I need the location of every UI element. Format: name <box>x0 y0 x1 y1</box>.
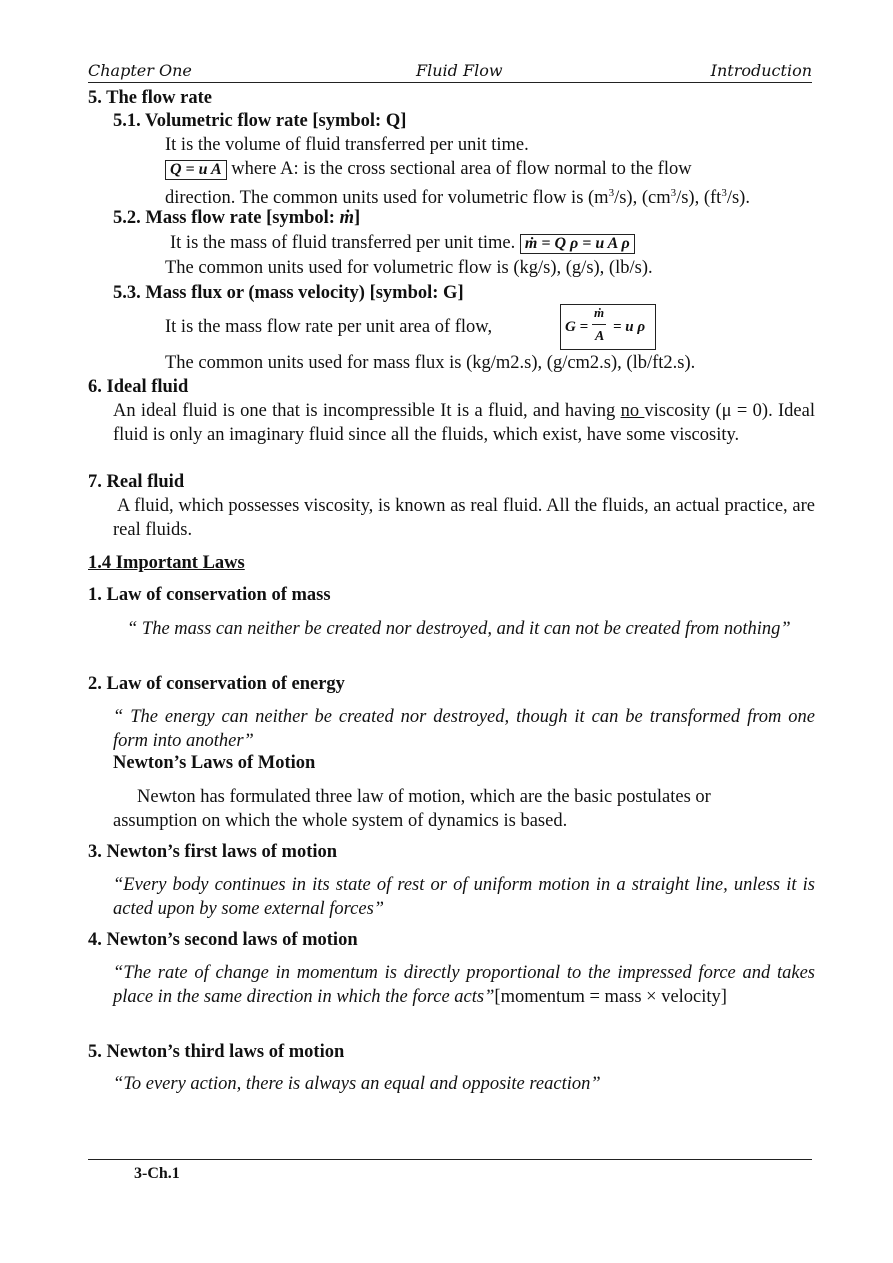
law-5-quote: “To every action, there is always an equal and opposite reaction” <box>113 1074 601 1094</box>
section-5-2-text: It is the mass of fluid transferred per unit time. <box>170 233 516 253</box>
law-3-title: 3. Newton’s first laws of motion <box>88 842 338 862</box>
header-section: Introduction <box>710 61 812 80</box>
header-chapter: Chapter One <box>88 61 192 80</box>
law-4-title: 4. Newton’s second laws of motion <box>88 930 358 950</box>
footer-rule <box>88 1159 812 1160</box>
section-5-title: 5. The flow rate <box>88 88 212 108</box>
newton-laws-text: Newton has formulated three law of motion, which are the basic postulates or assumption on which the whole system of dynamics is based. <box>113 787 711 831</box>
law-3-quote: “Every body continues in its state of rest or of uniform motion in a straight line, unless it is acted upon by some external forces” <box>113 875 815 919</box>
section-5-3-text: It is the mass flow rate per unit area of flow, <box>165 317 493 337</box>
section-6-text: An ideal fluid is one that is incompressible It is a fluid, and having no viscosity (μ = 0). Ideal fluid is only an imaginary fluid since all the fluids, which exist, have some viscosity. <box>113 401 815 445</box>
header-subject: Fluid Flow <box>416 61 503 80</box>
section-5-3-units: The common units used for mass flux is (kg/m2.s), (g/cm2.s), (lb/ft2.s). <box>165 353 696 373</box>
newton-laws-title: Newton’s Laws of Motion <box>113 753 316 773</box>
section-5-2-units: The common units used for volumetric flow is (kg/s), (g/s), (lb/s). <box>165 258 653 278</box>
mass-flow-formula: ṁ = Q ρ = u A ρ <box>520 234 635 254</box>
law-4-quote: “The rate of change in momentum is directly proportional to the impressed force and takes place in the same direction in which the force acts”[momentum = mass × velocity] <box>113 963 815 1007</box>
law-5-title: 5. Newton’s third laws of motion <box>88 1042 345 1062</box>
section-7-text: A fluid, which possesses viscosity, is known as real fluid. All the fluids, an actual practice, are real fluids. <box>113 496 815 540</box>
law-2-quote: “ The energy can neither be created nor destroyed, though it can be transformed from one form into another” <box>113 707 815 751</box>
section-7-title: 7. Real fluid <box>88 472 185 492</box>
section-5-1-title: 5.1. Volumetric flow rate [symbol: Q] <box>113 111 407 131</box>
section-5-2-title: 5.2. Mass flow rate [symbol: ṁ] <box>113 208 361 228</box>
section-5-1-where-line <box>165 158 692 180</box>
law-1-quote: “ The mass can neither be created nor destroyed, and it can not be created from nothing” <box>127 619 791 639</box>
section-6-title: 6. Ideal fluid <box>88 377 189 397</box>
section-5-1-text: It is the volume of fluid transferred per unit time. <box>165 135 529 155</box>
section-5-1-where: where A: is the cross sectional area of flow normal to the flow <box>231 159 692 179</box>
section-5-2-text-line <box>170 232 635 254</box>
mass-flux-formula: G = ṁ A = u ρ <box>560 304 656 350</box>
law-1-title: 1. Law of conservation of mass <box>88 585 331 605</box>
section-5-3-title: 5.3. Mass flux or (mass velocity) [symbol: G] <box>113 283 464 303</box>
page-number: 3-Ch.1 <box>134 1165 180 1182</box>
law-2-title: 2. Law of conservation of energy <box>88 674 345 694</box>
volumetric-flow-formula: Q = u A <box>165 160 227 180</box>
section-5-1-units: direction. The common units used for volumetric flow is $(m^3/s)$, $(cm^3/s)$, $(ft^3/s)$. <box>165 187 750 209</box>
important-laws-heading: 1.4 Important Laws <box>88 553 245 573</box>
page-header <box>88 58 812 83</box>
